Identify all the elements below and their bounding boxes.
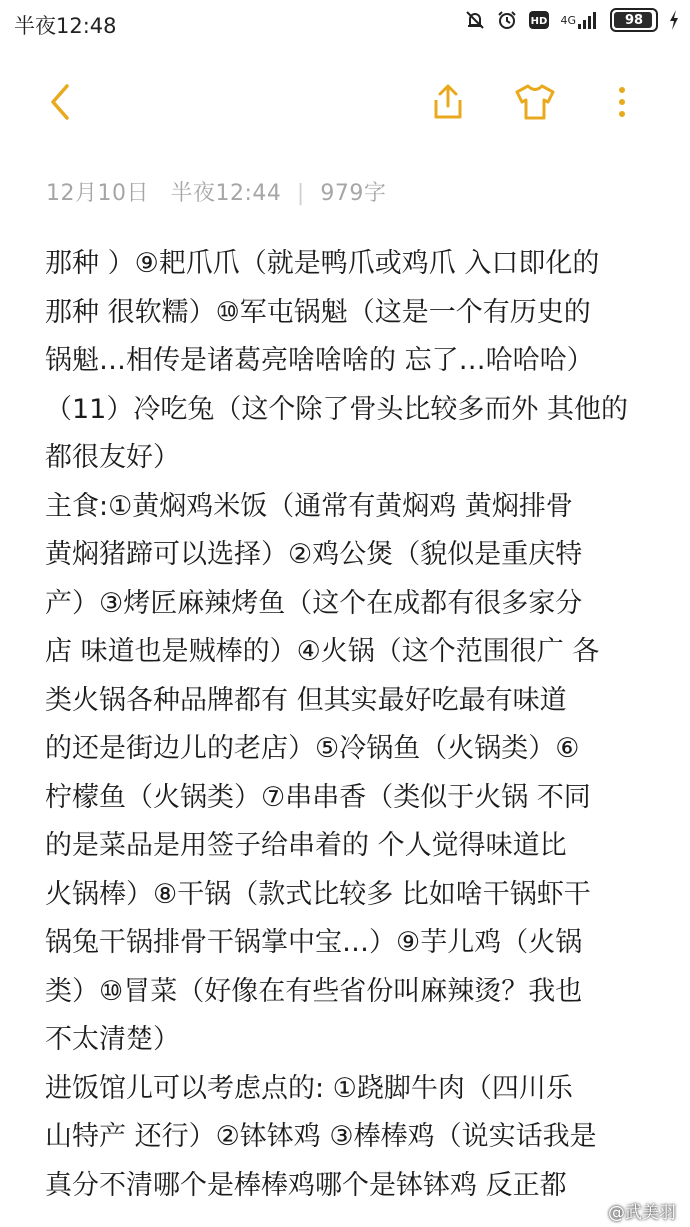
meta-divider: |	[296, 181, 305, 206]
note-line: 山特产 还行）②钵钵鸡 ③棒棒鸡（说实话我是	[45, 1121, 597, 1152]
note-line: 产）③烤匠麻辣烤鱼（这个在成都有很多家分	[45, 587, 583, 619]
battery-icon	[610, 8, 658, 32]
note-line: 进饭馆儿可以考虑点的: ①跷脚牛肉（四川乐	[45, 1072, 573, 1104]
alarm-off-icon	[464, 9, 486, 31]
note-line: 类）⑩冒菜（好像在有些省份叫麻辣烫？我也	[45, 975, 583, 1007]
signal-icon	[560, 10, 600, 30]
note-line: 火锅棒）⑧干锅（款式比较多 比如啥干锅虾干	[45, 878, 591, 910]
note-line: 柠檬鱼（火锅类）⑦串串香（类似于火锅 不同	[45, 781, 591, 813]
note-line: （11）冷吃兔（这个除了骨头比较多而外 其他的	[45, 393, 628, 425]
watermark	[584, 1198, 676, 1223]
weibo-logo-icon	[584, 1203, 604, 1219]
note-line: 店 味道也是贼棒的）④火锅（这个范围很广 各	[45, 636, 600, 667]
note-line: 锅魁…相传是诸葛亮啥啥啥的 忘了…哈哈哈）	[45, 345, 594, 376]
note-line: 的还是街边儿的老店）⑤冷锅鱼（火锅类）⑥	[45, 733, 580, 764]
note-line: 锅兔干锅排骨干锅掌中宝…）⑨芋儿鸡（火锅	[45, 927, 583, 958]
share-icon	[428, 82, 468, 122]
network-type: 4G	[560, 13, 576, 27]
hd-icon	[528, 10, 550, 30]
note-line: 真分不清哪个是棒棒鸡哪个是钵钵鸡 反正都	[45, 1169, 567, 1201]
note-time: 半夜12:44	[170, 181, 282, 206]
more-button[interactable]	[594, 74, 650, 130]
note-line: 主食:①黄焖鸡米饭（通常有黄焖鸡 黄焖排骨	[45, 490, 573, 522]
note-meta	[46, 176, 386, 207]
note-content[interactable]	[45, 240, 645, 1210]
more-vertical-icon	[617, 82, 627, 122]
alarm-clock-icon	[496, 9, 518, 31]
battery-level: 98	[624, 12, 644, 28]
status-icons	[464, 8, 680, 32]
theme-button[interactable]	[507, 74, 563, 130]
note-line: 那种 ）⑨耙爪爪（就是鸭爪或鸡爪 入口即化的	[45, 248, 600, 279]
charging-icon	[668, 9, 680, 31]
note-line: 不太清楚）	[45, 1024, 180, 1055]
note-line: 黄焖猪蹄可以选择）②鸡公煲（貌似是重庆特	[45, 539, 583, 570]
back-chevron-icon	[43, 82, 77, 122]
note-char-count: 979字	[320, 181, 387, 206]
svg-text:HD: HD	[531, 16, 548, 27]
note-toolbar	[0, 60, 690, 140]
share-button[interactable]	[420, 74, 476, 130]
note-line: 的是菜品是用签子给串着的 个人觉得味道比	[45, 830, 567, 861]
status-time: 半夜12:48	[14, 14, 117, 38]
note-date: 12月10日	[46, 181, 149, 206]
note-line: 都很友好）	[45, 442, 180, 473]
shirt-theme-icon	[513, 82, 557, 122]
status-bar	[0, 0, 690, 46]
watermark-text: @武美羽	[608, 1203, 676, 1223]
note-line: 那种 很软糯）⑩军屯锅魁（这是一个有历史的	[45, 296, 591, 328]
note-line: 类火锅各种品牌都有 但其实最好吃最有味道	[45, 684, 567, 716]
back-button[interactable]	[32, 74, 88, 130]
